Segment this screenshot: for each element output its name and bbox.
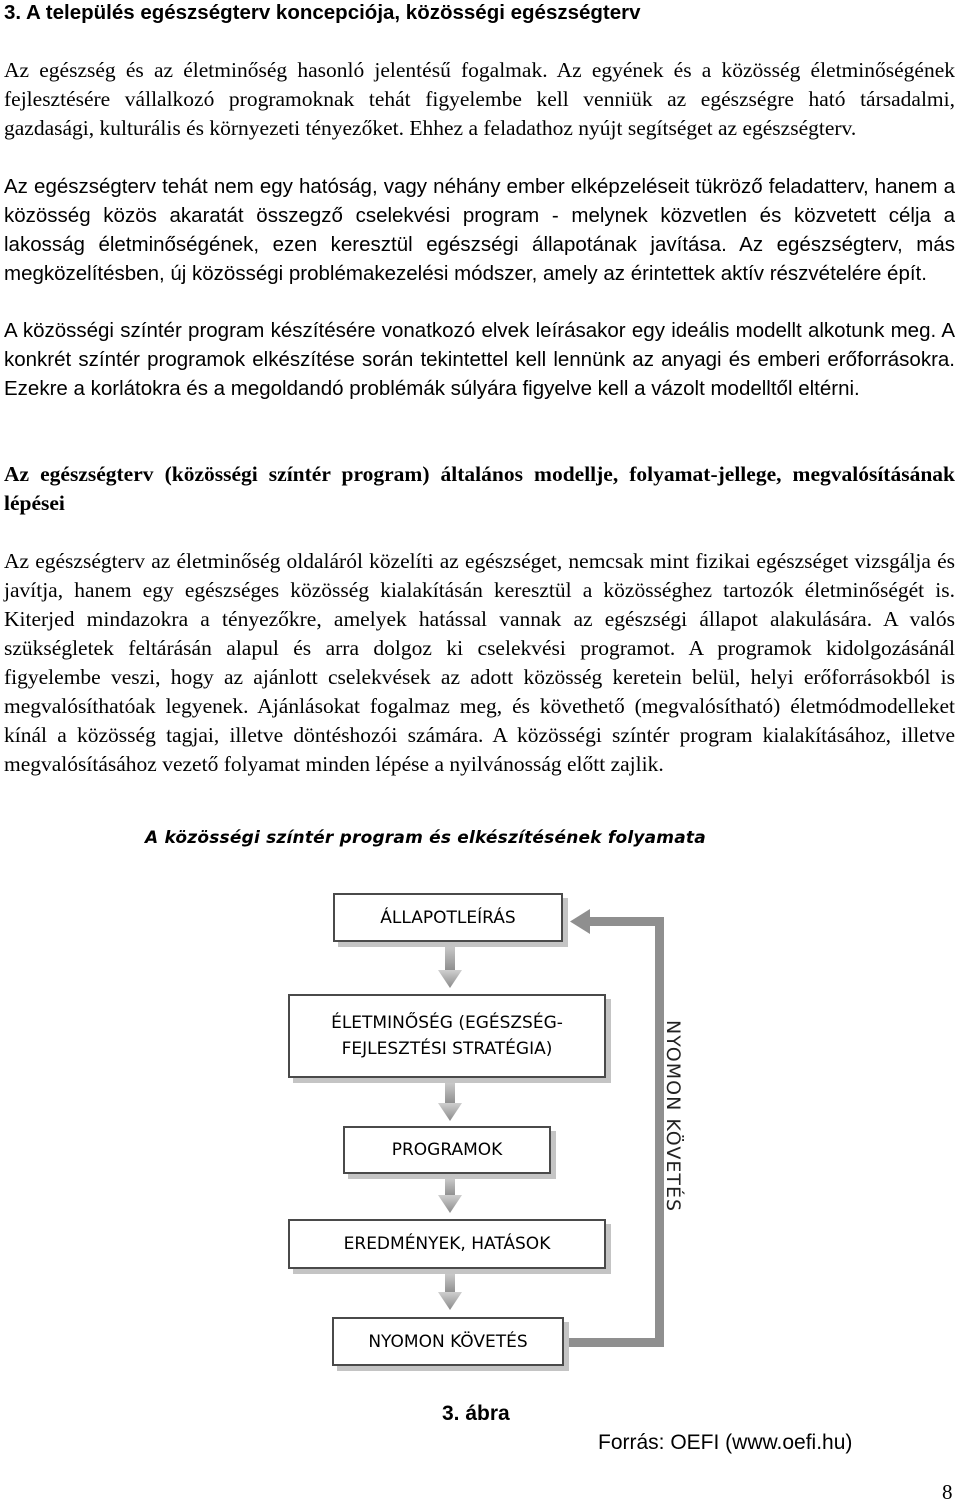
- figure-source: Forrás: OEFI (www.oefi.hu): [598, 1431, 853, 1454]
- step-nyomon-kovetes: NYOMON KÖVETÉS: [332, 1317, 564, 1366]
- subsection-heading: Az egészségterv (közösségi színtér program) általános modellje, folyamat-jellege, megvalósításának lépései: [4, 462, 955, 515]
- step-programok: PROGRAMOK: [343, 1126, 551, 1174]
- paragraph-4: Az egészségterv az életminőség oldaláról közelíti az egészséget, nemcsak mint fizikai egészséget vizsgálja és javítja, hanem egy egészséges közösség kialakításán keresztül a közösséghez tartozók életminőségét is. Kiterjed mindazokra a tényezőkre, amelyek hatással vannak az egészségi állapot alakulására. A valós szükségletek feltárásán alapul és arra dolgoz ki cselekvési programot. A programok kidolgozásánál figyelembe veszi, hogy az ajánlott cselekvések az adott közösség keretein belül, helyi erőforrásokból is megvalósíthatóak legyenek. Ajánlásokat fogalmaz meg, és követhető (megvalósítható) életmódmodelleket kínál a közösség tagjai, illetve döntéshozói számára. A közösségi színtér program kialakításához, illetve megvalósításához vezető folyamat minden lépése a nyilvánosság előtt zajlik.: [4, 549, 955, 776]
- step-eredmenyek: EREDMÉNYEK, HATÁSOK: [288, 1219, 606, 1269]
- paragraph-3: A közösségi színtér program készítésére vonatkozó elvek leírásakor egy ideális modellt alkotunk meg. A konkrét színtér programok elkészítése során tekintettel kell lennünk az anyagi és emberi erőforrásokra. Ezekre a korlátokra és a megoldandó problémák súlyára figyelve kell a vázolt modelltől eltérni.: [4, 319, 955, 400]
- down-arrow-3: [438, 1177, 462, 1213]
- step-allapotleiras: ÁLLAPOTLEÍRÁS: [333, 893, 563, 942]
- figure-caption: 3. ábra: [442, 1402, 510, 1425]
- diagram-title: A közösségi színtér program és elkészítésének folyamata: [145, 828, 706, 848]
- paragraph-2: Az egészségterv tehát nem egy hatóság, vagy néhány ember elképzeléseit tükröző feladatterv, hanem a közösség közös akaratát összegző cselekvési program - melynek közvetlen és közvetett célja a lakosság életminőségének, ezen keresztül egészségi állapotának javítása. Az egészségterv, más megközelítésben, új közösségi problémakezelési módszer, amely az érintettek aktív részvételére épít.: [4, 175, 955, 285]
- process-diagram: [0, 820, 960, 1380]
- step-eletminoseg: ÉLETMINŐSÉG (EGÉSZSÉG- FEJLESZTÉSI STRATÉGIA): [288, 994, 606, 1078]
- feedback-label-text: NYOMON KÖVETÉS: [662, 1020, 684, 1213]
- paragraph-1: Az egészség és az életminőség hasonló jelentésű fogalmak. Az egyének és a közösség életminőségének fejlesztésére vállalkozó programoknak tehát figyelembe kell venniük az egészségre ható társadalmi, gazdasági, kulturális és környezeti tényezőket. Ehhez a feladathoz nyújt segítséget az egészségterv.: [4, 58, 955, 140]
- down-arrow-1: [438, 944, 462, 988]
- feedback-loop-arrow: [566, 909, 664, 1347]
- down-arrow-4: [438, 1272, 462, 1310]
- page-number: 8: [942, 1480, 953, 1504]
- section-heading: 3. A település egészségterv koncepciója, közösségi egészségterv: [4, 1, 641, 24]
- down-arrow-2: [438, 1081, 462, 1121]
